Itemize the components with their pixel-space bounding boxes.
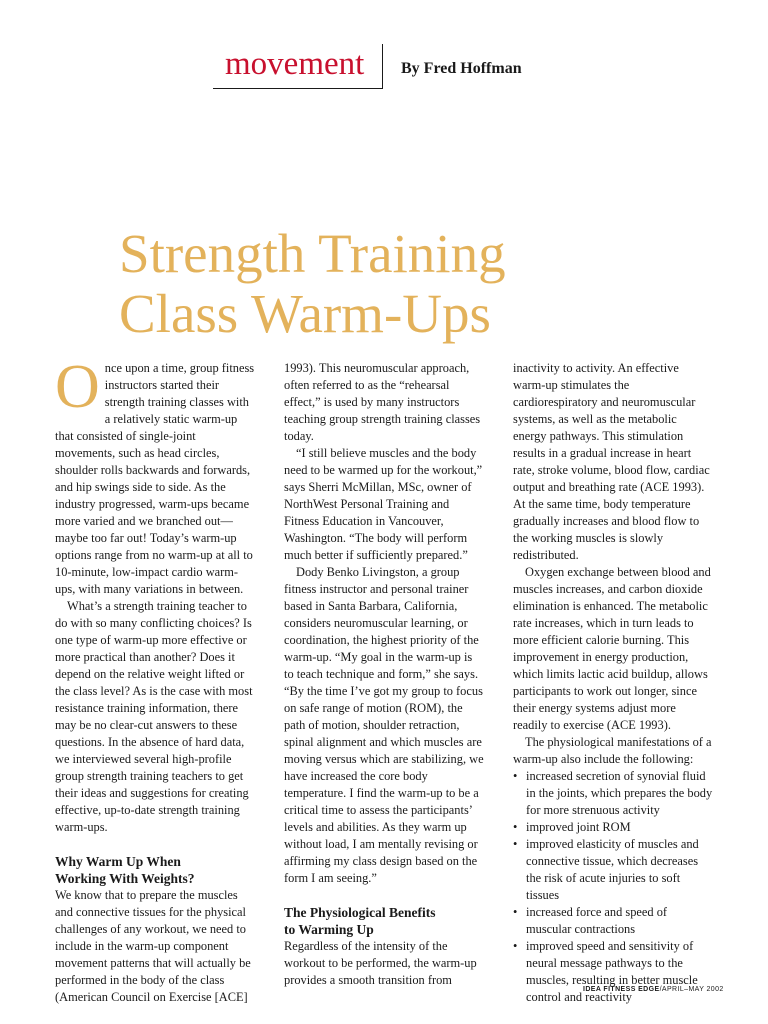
section-heading-line-1: The Physiological Benefits <box>284 905 436 920</box>
paragraph: 1993). This neuromuscular approach, often referred to as the “rehearsal effect,” is used by many instructors teaching group strength training classes today. <box>284 361 481 443</box>
section-heading-line-2: Working With Weights? <box>55 871 195 886</box>
bullet-icon: • <box>513 769 518 783</box>
header-vertical-rule <box>382 44 383 88</box>
list-item-text: increased secretion of synovial fluid in the joints, which prepares the body for more strenuous activity <box>526 769 713 817</box>
header-horizontal-rule <box>213 88 383 89</box>
list-item <box>513 836 713 904</box>
body-column-3 <box>513 360 713 1006</box>
paragraph: Regardless of the intensity of the workout to be performed, the warm-up provides a smooth transition from <box>284 939 477 987</box>
bullet-icon: • <box>513 939 518 953</box>
bullet-icon: • <box>513 837 518 851</box>
footer-brand: IDEA FITNESS EDGE <box>583 986 660 993</box>
bullet-icon: • <box>513 820 518 834</box>
list-item <box>513 768 713 819</box>
footer-separator: / <box>659 986 662 993</box>
paragraph: “I still believe muscles and the body need to be warmed up for the workout,” says Sherri McMillan, MSc, owner of NorthWest Personal Training and Fitness Education in Vancouver, Washington. “The body will perform much better if sufficiently prepared.” <box>284 446 483 562</box>
article-title-line-2: Class Warm-Ups <box>119 283 491 344</box>
paragraph <box>55 353 255 598</box>
section-heading-line-1: Why Warm Up When <box>55 854 181 869</box>
paragraph-text: nce upon a time, group fitness instructors started their strength training classes with a relatively static warm-up that consisted of single-joint movements, such as head circles, shoulder rolls backwards and forwards, and hip swings side to side. As the industry progressed, warm-ups became more varied and we branched out—maybe too far out! Today’s warm-up options range from no warm-up at all to 10-minute, low-impact cardio warm-ups, with many variations in between. <box>55 361 255 596</box>
paragraph: The physiological manifestations of a warm-up also include the following: <box>513 735 712 766</box>
article-title-line-1: Strength Training <box>119 223 506 284</box>
benefits-list <box>513 768 713 1006</box>
footer-date: APRIL–MAY 2002 <box>661 986 724 993</box>
drop-cap: O <box>55 353 100 421</box>
body-column-1 <box>55 353 255 1006</box>
byline: By Fred Hoffman <box>401 60 522 77</box>
section-label: movement <box>225 46 365 82</box>
paragraph: Oxygen exchange between blood and muscles increases, and carbon dioxide elimination is enhanced. The metabolic rate increases, which in turn leads to more efficient calorie burning. This improvement in energy production, which limits lactic acid buildup, allows participants to work out longer, since their energy systems adjust more readily to exercise (ACE 1993). <box>513 565 711 732</box>
bullet-icon: • <box>513 905 518 919</box>
list-item <box>513 904 713 938</box>
paragraph: inactivity to activity. An effective warm-up stimulates the cardiorespiratory and neuromuscular systems, as well as the metabolic energy pathways. This stimulation results in a gradual increase in heart rate, stroke volume, blood flow, cardiac output and breathing rate (ACE 1993). At the same time, body temperature gradually increases and blood flow to the working muscles is slowly redistributed. <box>513 361 710 562</box>
page-footer <box>583 986 724 993</box>
section-heading-line-2: to Warming Up <box>284 922 374 937</box>
section-heading <box>55 853 255 887</box>
list-item <box>513 938 713 1006</box>
paragraph: Dody Benko Livingston, a group fitness instructor and personal trainer based in Santa Barbara, California, considers neuromuscular learning, or coordination, the highest priority of the warm-up. “My goal in the warm-up is to teach technique and form,” she says. “By the time I’ve got my group to focus on safe range of motion (ROM), the path of motion, shoulder retraction, spinal alignment and which muscles are moving versus which are stabilizing, we have increased the core body temperature. I find the warm-up to be a critical time to assess the participants’ levels and abilities. As they warm up without load, I am mentally revising or affirming my class design based on the form I am seeing.” <box>284 565 484 885</box>
paragraph: We know that to prepare the muscles and connective tissues for the physical challenges of any workout, we need to include in the warm-up component movement patterns that will actually be performed in the body of the class (American Council on Exercise [ACE] <box>55 888 251 1004</box>
list-item-text: improved speed and sensitivity of neural message pathways to the muscles, resulting in better muscle control and reactivity <box>526 939 698 1004</box>
body-column-2 <box>284 360 484 989</box>
article-title <box>119 224 506 344</box>
list-item-text: improved elasticity of muscles and connective tissue, which decreases the risk of acute injuries to soft tissues <box>526 837 699 902</box>
paragraph: What’s a strength training teacher to do with so many conflicting choices? Is one type of warm-up more effective or more practical than another? Does it depend on the relative weight lifted or the class level? As is the case with most resistance training information, there may be no clear-cut answers to these questions. In the absence of hard data, we interviewed several high-profile group strength training teachers to get their ideas and suggestions for creating effective, up-to-date strength training warm-ups. <box>55 599 253 834</box>
list-item <box>513 819 713 836</box>
section-heading <box>284 904 484 938</box>
list-item-text: improved joint ROM <box>526 820 631 834</box>
list-item-text: increased force and speed of muscular contractions <box>526 905 668 936</box>
